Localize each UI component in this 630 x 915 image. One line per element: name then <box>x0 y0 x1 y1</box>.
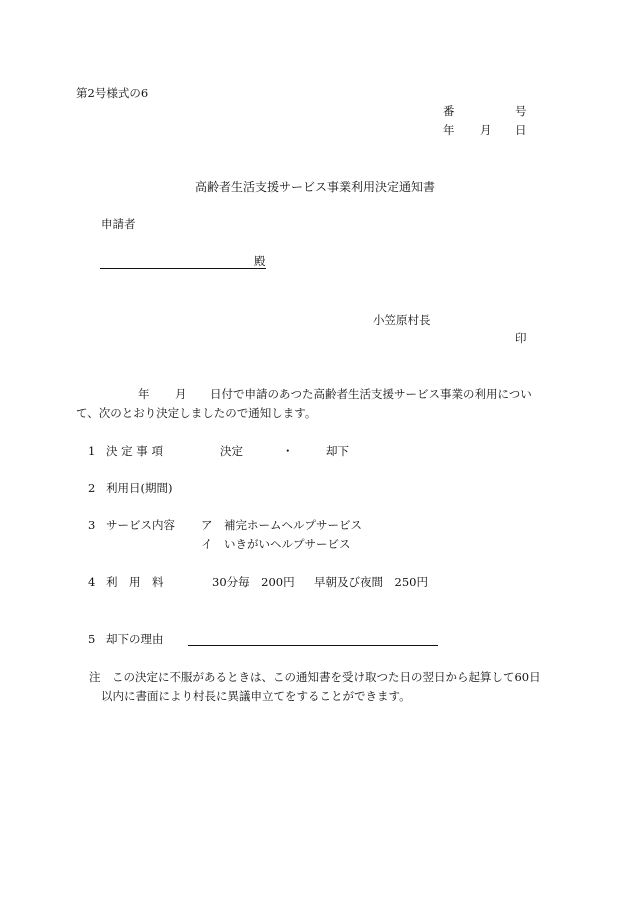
fee-early-night: 早朝及び夜間 250円 <box>314 575 428 589</box>
item-1-label: 決 定 事 項 <box>106 444 163 458</box>
note-line1: 注 この決定に不服があるときは、この通知書を受け取つた日の翌日から起算して60日 <box>89 670 541 684</box>
item-2-number: 2 <box>88 481 96 495</box>
fee-standard: 30分毎 200円 <box>212 575 295 589</box>
body-month: 月 <box>175 387 187 401</box>
item-5-label: 却下の理由 <box>106 632 164 646</box>
rejection-option: 却下 <box>326 444 349 458</box>
rejection-reason-line <box>188 645 438 646</box>
honorific: 殿 <box>254 254 266 268</box>
form-number: 第2号様式の6 <box>76 86 149 100</box>
service-option-b: イ いきがいヘルプサービス <box>201 537 351 551</box>
date-month-label: 月 <box>480 123 492 137</box>
date-day-label: 日 <box>515 123 527 137</box>
item-4-number: 4 <box>88 575 96 589</box>
number-go-label: 号 <box>515 104 527 118</box>
note-line2: 以内に書面により村長に異議申立てをすることができます。 <box>101 689 411 703</box>
decision-separator: ・ <box>282 444 294 458</box>
service-option-a: ア 補完ホームヘルプサービス <box>201 518 362 532</box>
issuer: 小笠原村長 <box>373 313 431 327</box>
item-2-label: 利用日(期間) <box>106 481 173 495</box>
body-line1: 日付で申請のあつた高齢者生活支援サービス事業の利用につい <box>210 387 532 401</box>
item-3-number: 3 <box>88 518 96 532</box>
item-4-label: 利 用 料 <box>106 575 164 589</box>
date-year-label: 年 <box>443 123 455 137</box>
applicant-name-line <box>100 268 266 269</box>
body-line2: て、次のとおり決定しましたので通知します。 <box>76 406 317 420</box>
item-3-label: サービス内容 <box>106 518 175 532</box>
item-5-number: 5 <box>88 632 96 646</box>
applicant-label: 申請者 <box>101 217 136 231</box>
body-year: 年 <box>138 387 150 401</box>
decision-option: 決定 <box>220 444 243 458</box>
item-1-number: 1 <box>88 444 96 458</box>
document-title: 高齢者生活支援サービス事業利用決定通知書 <box>195 180 436 194</box>
seal-mark: 印 <box>515 331 527 345</box>
number-ban-label: 番 <box>443 104 455 118</box>
